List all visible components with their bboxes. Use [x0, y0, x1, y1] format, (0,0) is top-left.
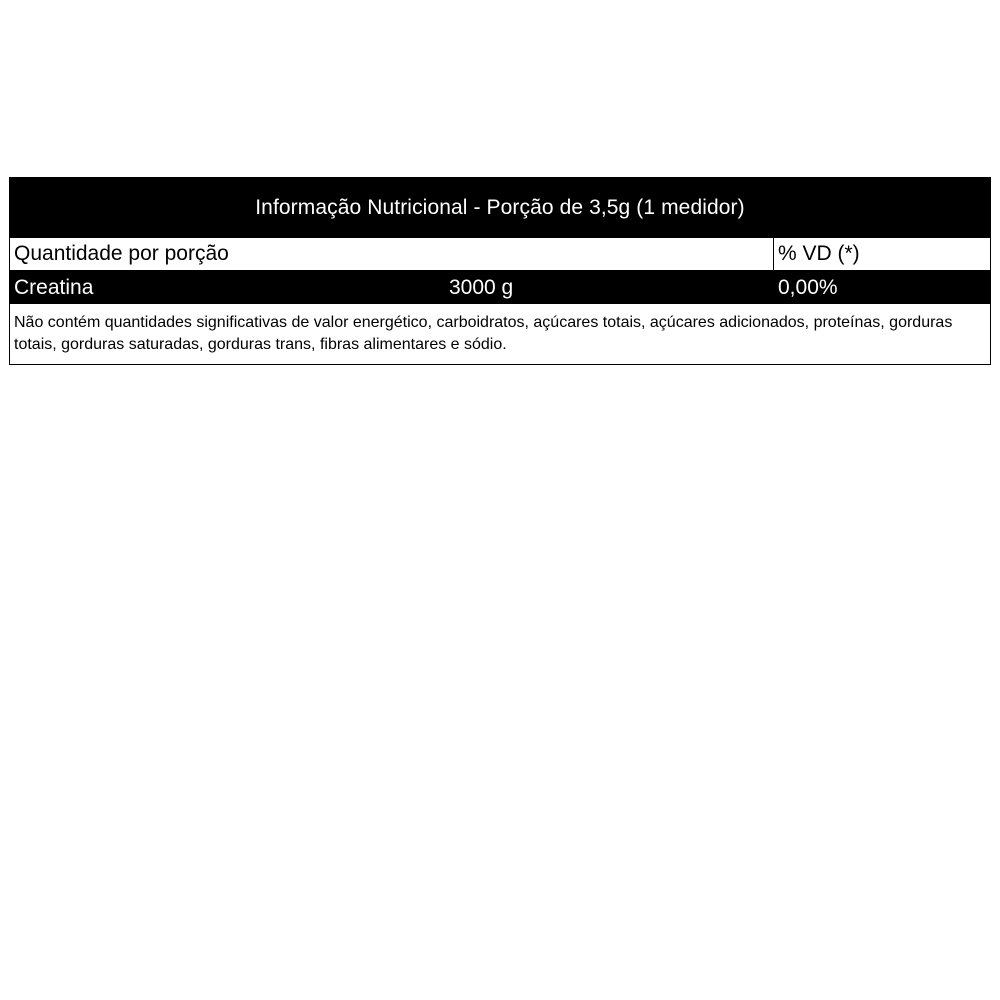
- nutrient-amount: 3000 g: [449, 275, 514, 299]
- nutrition-facts-table: [9, 177, 991, 365]
- table-footnote: [10, 304, 990, 364]
- nutrient-amount-cell: [440, 271, 774, 304]
- header-quantity-label: Quantidade por porção: [14, 242, 229, 265]
- table-header-row: [10, 238, 990, 271]
- header-quantity-cell: [10, 238, 774, 270]
- nutrient-name-cell: [10, 271, 440, 304]
- nutrient-vd-cell: [774, 271, 990, 304]
- footnote-text: Não contém quantidades significativas de valor energético, carboidratos, açúcares totais, açúcares adicionados, proteínas, gorduras totais, gorduras saturadas, gorduras trans, fibras alimentares e sódio.: [14, 314, 953, 353]
- nutrient-name: Creatina: [14, 275, 94, 299]
- table-title: Informação Nutricional - Porção de 3,5g (1 medidor): [255, 196, 745, 219]
- header-vd-cell: [774, 238, 990, 270]
- table-row: [10, 271, 990, 304]
- nutrient-vd: 0,00%: [778, 275, 838, 299]
- table-title-bar: [10, 178, 990, 238]
- header-vd-label: % VD (*): [778, 242, 860, 265]
